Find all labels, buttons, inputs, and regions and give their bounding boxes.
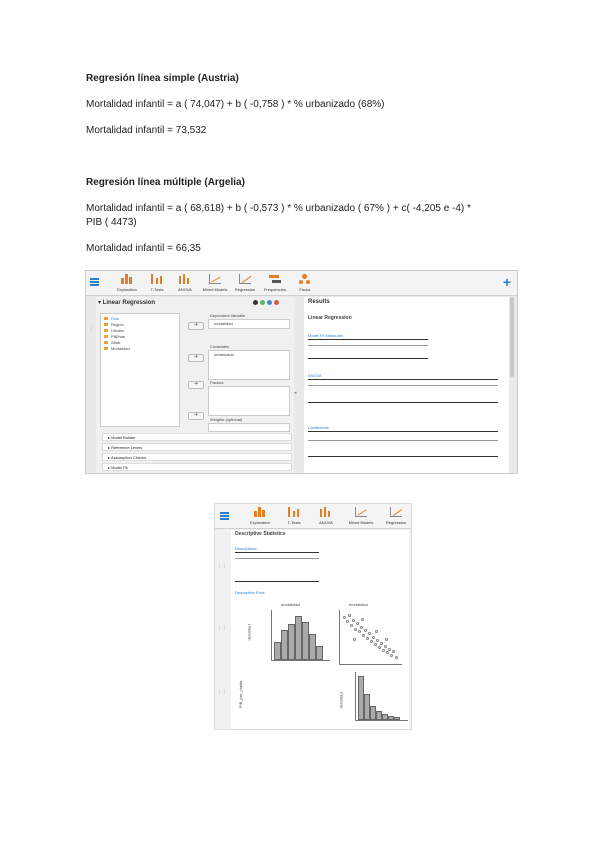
results-panel (231, 530, 409, 729)
ruler-icon (104, 323, 108, 326)
model-fit-table (308, 339, 428, 359)
splitter-handle[interactable]: ⋮ (89, 326, 94, 332)
heading-simple-regression: Regresión línea simple (Austria) (86, 73, 239, 84)
close-icon[interactable] (274, 300, 279, 305)
results-panel (304, 297, 509, 473)
variable-item[interactable]: PIB/hab (111, 334, 126, 339)
results-title: Results (308, 299, 330, 305)
descriptives-table (235, 552, 319, 582)
analysis-options-panel (96, 297, 294, 473)
model-fit-heading: Model Fit Measures (308, 333, 344, 338)
anova-table (308, 379, 498, 403)
descriptives-heading: Descriptives (235, 546, 257, 551)
plot1-y-label: densidad (246, 624, 252, 641)
plot2-y-label: PIB_per_cápita (238, 680, 244, 709)
t-tests-button[interactable]: T-Tests (144, 271, 170, 295)
histogram-2 (355, 672, 408, 721)
move-factor-button[interactable]: ➔ (188, 381, 204, 389)
factors-label: Factors (210, 380, 224, 385)
weights-field[interactable] (208, 423, 290, 432)
dependent-value: mortalidad (214, 321, 233, 326)
move-covariate-button[interactable]: ➔ (188, 354, 204, 362)
regression-icon (390, 507, 402, 517)
variable-item[interactable]: Urbano (111, 328, 125, 333)
splitter-handle[interactable]: ⋮⋮ (217, 625, 227, 631)
equation-multiple-line1: Mortalidad infantil = a ( 68,618) + b ( -0,573 ) * % urbanizado ( 67% ) + c( -4,205 e -4) * (86, 203, 471, 214)
splitter-handle[interactable]: ◂ (294, 390, 297, 396)
plots-heading: Descriptive Plots (235, 590, 265, 595)
section-model-builder[interactable]: ▸ Model Builder (102, 433, 292, 441)
menu-icon[interactable] (220, 512, 229, 520)
result-simple: Mortalidad infantil = 73,532 (86, 125, 207, 136)
screenshot-descriptives (214, 503, 412, 730)
toolbar (215, 504, 411, 529)
anova-button[interactable]: ANOVA (313, 504, 339, 528)
section-model-fit[interactable]: ▸ Model Fit (102, 463, 292, 471)
coefficients-table (308, 431, 498, 457)
t-tests-button[interactable]: T-Tests (281, 504, 307, 528)
mixed-models-button[interactable]: Mixed Models (348, 504, 374, 528)
ruler-icon (104, 341, 108, 344)
results-heading: Linear Regression (308, 315, 352, 321)
covariate-item: urbanizado (214, 352, 234, 357)
dependent-label: Dependent Variable (210, 313, 246, 318)
results-title: Descriptive Statistics (235, 531, 286, 537)
variable-item[interactable]: Región (111, 322, 124, 327)
exploration-button[interactable]: Exploration (114, 271, 140, 295)
panel-title: ▾ Linear Regression (98, 300, 156, 306)
scatter-plot (339, 610, 402, 665)
regression-button[interactable]: Regression (383, 504, 409, 528)
histogram-1 (271, 610, 330, 661)
variable-item[interactable]: País (111, 316, 120, 321)
mixed-models-icon (355, 507, 367, 517)
heading-multiple-regression: Regresión línea múltiple (Argelia) (86, 177, 245, 188)
coefficients-heading: Coefficients (308, 425, 329, 430)
add-module-button[interactable]: + (502, 274, 511, 290)
ruler-icon (104, 329, 108, 332)
variable-item[interactable]: Alfab. (111, 340, 122, 345)
covariates-label: Covariates (210, 344, 230, 349)
exploration-button[interactable]: Exploration (247, 504, 273, 528)
results-scrollbar[interactable] (510, 297, 514, 377)
regression-icon (239, 274, 251, 284)
ok-icon[interactable] (253, 300, 258, 305)
factors-field[interactable] (208, 386, 290, 416)
info-icon[interactable] (267, 300, 272, 305)
anova-heading: ANOVA (308, 373, 322, 378)
anova-icon (320, 507, 332, 517)
factor-button[interactable]: Factor (292, 271, 318, 295)
move-dependent-button[interactable]: ➔ (188, 322, 204, 330)
regression-button[interactable]: Regression (232, 271, 258, 295)
plot1-title: mortalidad (281, 602, 300, 607)
frequencies-icon (269, 274, 281, 284)
t-test-icon (288, 507, 300, 517)
mixed-models-icon (209, 274, 221, 284)
t-test-icon (151, 274, 163, 284)
weights-label: Weights (optional) (210, 417, 243, 422)
anova-icon (179, 274, 191, 284)
anova-button[interactable]: ANOVA (172, 271, 198, 295)
plot3-y-label: densidad (338, 692, 344, 709)
variable-item[interactable]: Mortalidad (111, 346, 130, 351)
bar-chart-icon (254, 507, 266, 517)
mixed-models-button[interactable]: Mixed Models (202, 271, 228, 295)
covariates-field[interactable] (208, 350, 290, 380)
equation-multiple-line2: PIB ( 4473) (86, 217, 137, 228)
result-multiple: Mortalidad infantil = 66,35 (86, 243, 201, 254)
toolbar (86, 271, 517, 296)
screenshot-linear-regression (85, 270, 518, 474)
section-assumption-checks[interactable]: ▸ Assumption Checks (102, 453, 292, 461)
ruler-icon (104, 335, 108, 338)
dependent-field[interactable] (208, 319, 290, 329)
splitter-handle[interactable]: ⋮⋮ (217, 689, 227, 695)
bar-chart-icon (121, 274, 133, 284)
ruler-icon (104, 347, 108, 350)
duplicate-icon[interactable] (260, 300, 265, 305)
equation-simple: Mortalidad infantil = a ( 74,047) + b ( -0,758 ) * % urbanizado (68%) (86, 99, 385, 110)
ruler-icon (104, 317, 108, 320)
variable-list[interactable] (100, 313, 180, 427)
plot2-title: mortalidad (349, 602, 368, 607)
frequencies-button[interactable]: Frequencies (262, 271, 288, 295)
factor-icon (299, 274, 311, 284)
splitter-handle[interactable]: ⋮⋮ (217, 563, 227, 569)
move-weights-button[interactable]: ➔ (188, 412, 204, 420)
section-reference-levels[interactable]: ▸ Reference Levels (102, 443, 292, 451)
menu-icon[interactable] (90, 278, 99, 286)
